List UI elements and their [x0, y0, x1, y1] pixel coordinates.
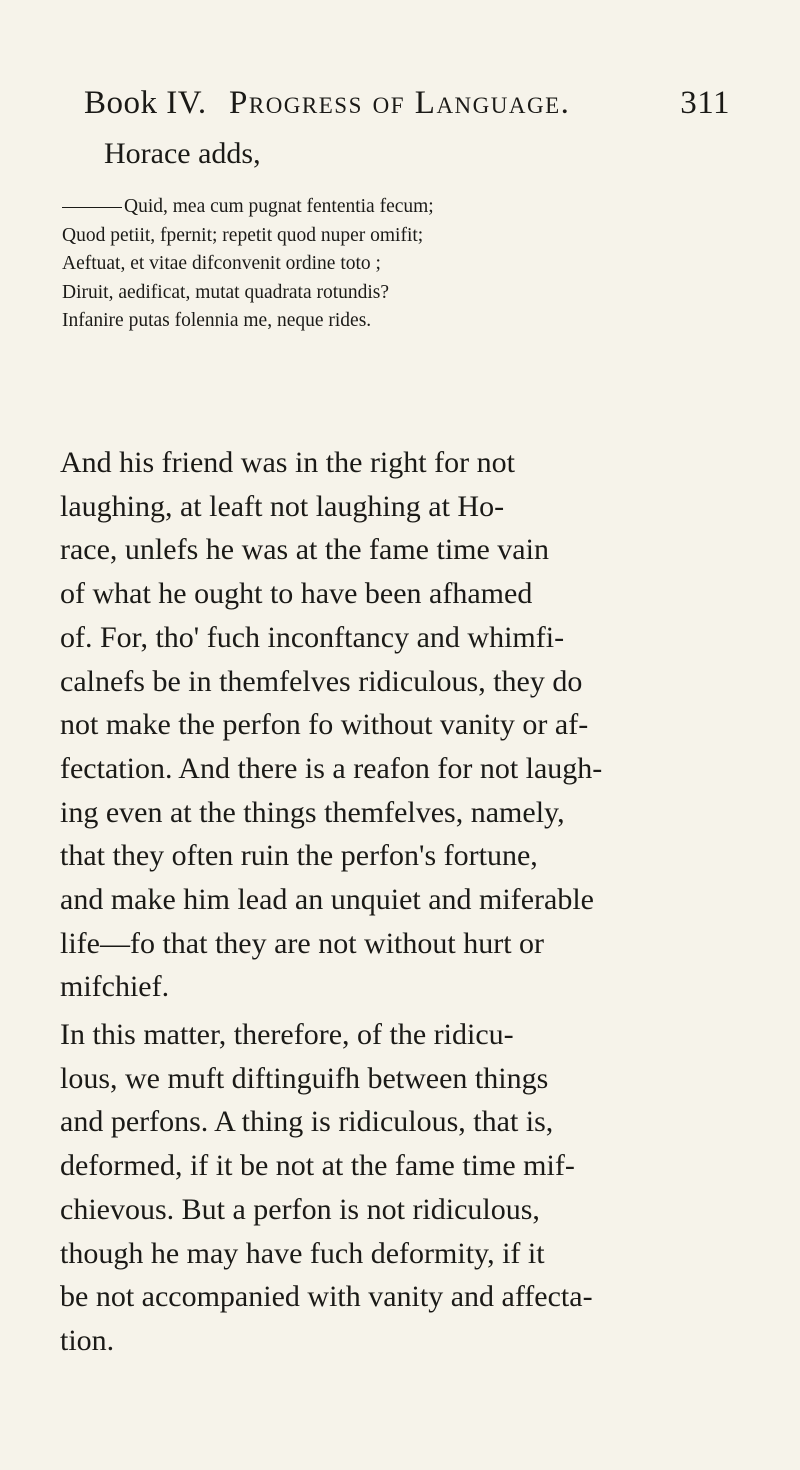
quote-line: Aeftuat, et vitae difconvenit ordine toto ;	[62, 253, 381, 274]
text-line: mifchief.	[60, 970, 170, 1004]
text-line: though he may have fuch deformity, if it	[60, 1236, 545, 1270]
text-line: fectation. And there is a reafon for not laugh-	[60, 751, 603, 785]
quote-line: Quid, mea cum pugnat fententia fecum;	[62, 193, 662, 222]
text-line: be not accompanied with vanity and affecta-	[60, 1280, 593, 1314]
text-line: deformed, if it be not at the fame time mif-	[60, 1149, 575, 1183]
text-line: and make him lead an unquiet and miferable	[60, 883, 594, 917]
text-line: chievous. But a perfon is not ridiculous,	[60, 1192, 540, 1226]
text-line: race, unlefs he was at the fame time vain	[60, 533, 549, 567]
chapter-title: Progress of Language.	[229, 85, 571, 121]
text-line: and perfons. A thing is ridiculous, that is,	[60, 1105, 554, 1139]
text-line: ing even at the things themfelves, namely,	[60, 795, 565, 829]
text-line: lous, we muft diftinguifh between things	[60, 1061, 549, 1095]
text-line: calnefs be in themfelves ridiculous, they do	[60, 664, 583, 698]
text-line: In this matter, therefore, of the ridicu-	[60, 1018, 514, 1051]
text-line: And his friend was in the right for not	[60, 446, 515, 479]
em-dash-rule	[62, 207, 122, 208]
quote-intro: Horace adds,	[104, 137, 261, 170]
quote-line: Infanire putas folennia me, neque rides.	[62, 310, 372, 331]
paragraph-2	[60, 1013, 660, 1363]
quote-line: Quod petiit, fpernit; repetit quod nuper omifit;	[62, 224, 424, 246]
book-label: Book IV.	[84, 85, 207, 121]
text-line: that they often ruin the perfon's fortune,	[60, 839, 538, 873]
text-line: laughing, at leaft not laughing at Ho-	[60, 489, 505, 523]
latin-quotation	[62, 193, 662, 336]
text-line: life—fo that they are not without hurt or	[60, 926, 545, 960]
text-line: of. For, tho' fuch inconftancy and whimfi-	[60, 620, 565, 654]
text-line: tion.	[60, 1323, 115, 1357]
text-line: of what he ought to have been afhamed	[60, 577, 533, 611]
paragraph-1	[60, 441, 660, 1009]
text-line: not make the perfon fo without vanity or af-	[60, 708, 589, 742]
page-number: 311	[680, 85, 730, 121]
running-header	[84, 85, 730, 135]
quote-line: Diruit, aedificat, mutat quadrata rotundis?	[62, 281, 390, 303]
